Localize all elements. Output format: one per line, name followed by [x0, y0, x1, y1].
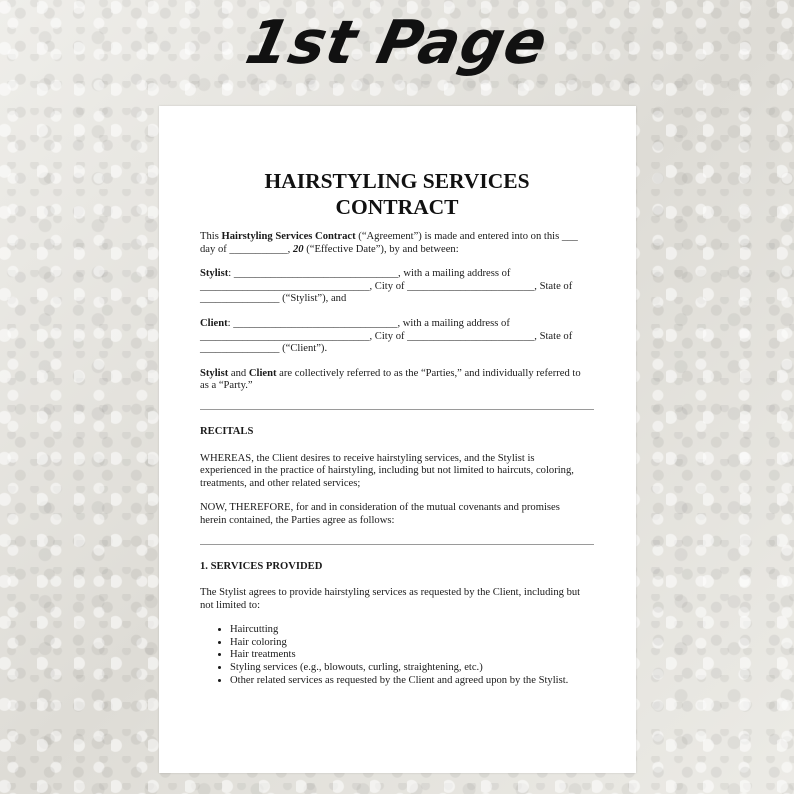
page-banner-title: 1st Page — [239, 8, 555, 78]
list-item: • Hair treatments — [230, 649, 594, 662]
parties-stylist: Stylist — [200, 367, 229, 379]
parties-paragraph — [200, 368, 594, 393]
whereas-paragraph — [200, 453, 594, 491]
list-item: • Haircutting — [230, 624, 594, 637]
parties-text: and — [228, 367, 249, 379]
contract-page — [159, 106, 636, 773]
intro-text: day of ___________, — [200, 243, 293, 255]
services-intro-line: not limited to: — [200, 599, 261, 611]
whereas-line: treatments, and other related services; — [200, 477, 361, 489]
year-prefix: 20 — [292, 243, 304, 255]
intro-text: (“Agreement”) is made and entered into on this ___ — [355, 231, 578, 242]
services-heading: 1. SERVICES PROVIDED — [200, 560, 323, 572]
section-divider — [200, 409, 594, 410]
document-title-line-1: HAIRSTYLING SERVICES — [264, 169, 530, 193]
client-name-field: : _______________________________, with a mailing address of — [227, 317, 510, 329]
whereas-line: experienced in the practice of hairstyling, including but not limited to haircuts, coloring, — [200, 465, 574, 477]
intro-paragraph — [200, 231, 594, 256]
stylist-name-field: : _______________________________, with a mailing address of — [228, 268, 511, 280]
stylist-block — [200, 268, 594, 306]
client-block — [200, 318, 594, 356]
services-intro-line: The Stylist agrees to provide hairstyling services as requested by the Client, including but — [200, 587, 581, 599]
stylist-address-field: ________________________________, City of ________________________, State of — [200, 280, 573, 292]
contract-name: Hairstyling Services Contract — [221, 231, 356, 242]
parties-client: Client — [248, 367, 277, 379]
recitals-heading: RECITALS — [200, 425, 254, 437]
list-item: • Other related services as requested by the Client and agreed upon by the Stylist. — [230, 675, 594, 688]
list-item: • Styling services (e.g., blowouts, curling, straightening, etc.) — [230, 662, 594, 675]
client-label: Client — [200, 317, 228, 329]
services-list — [200, 624, 594, 687]
now-therefore-paragraph — [200, 502, 594, 527]
stylist-label: Stylist — [200, 268, 229, 280]
list-item: • Hair coloring — [230, 637, 594, 650]
intro-text: This — [200, 231, 222, 242]
client-state-field: _______________ (“Client”). — [200, 343, 328, 355]
stylist-state-field: _______________ (“Stylist”), and — [200, 293, 347, 305]
now-therefore-line: NOW, THEREFORE, for and in consideration of the mutual covenants and promises — [200, 502, 560, 514]
document-title-line-2: CONTRACT — [335, 195, 459, 219]
parties-text: as a “Party.” — [200, 380, 253, 392]
now-therefore-line: herein contained, the Parties agree as follows: — [200, 514, 395, 526]
contract-body — [200, 168, 594, 687]
parties-text: are collectively referred to as the “Parties,” and individually referred to — [276, 367, 581, 379]
section-divider — [200, 544, 594, 545]
whereas-line: WHEREAS, the Client desires to receive hairstyling services, and the Stylist is — [200, 452, 535, 464]
client-address-field: ________________________________, City of ________________________, State of — [200, 330, 573, 342]
services-intro — [200, 587, 594, 612]
document-title — [200, 168, 594, 220]
intro-text: (“Effective Date”), by and between: — [303, 243, 459, 255]
